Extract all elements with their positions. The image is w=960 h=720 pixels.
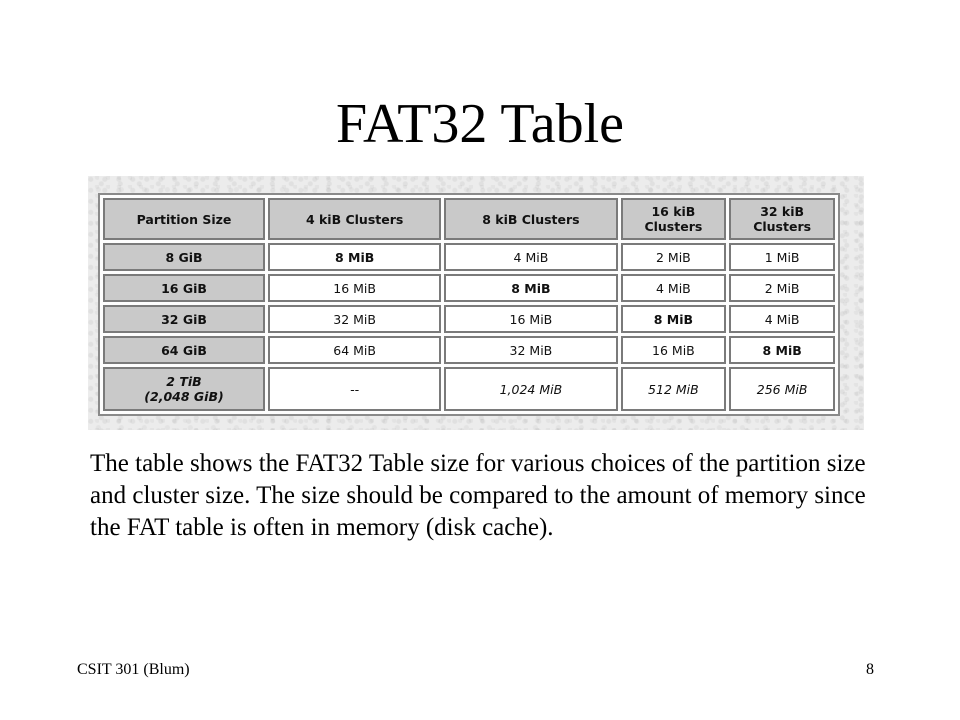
header-32kib-clusters	[729, 198, 835, 240]
header-line: 8 kiB Clusters	[482, 211, 580, 227]
table-cell: 4 MiB	[621, 274, 727, 302]
table-row	[103, 243, 835, 271]
partition-line: 2 TiB	[166, 374, 202, 389]
table-header-row	[103, 198, 835, 240]
table-cell: 512 MiB	[621, 367, 727, 411]
row-partition-size	[103, 367, 265, 411]
partition-line: (2,048 GiB)	[144, 389, 224, 404]
fat32-size-table	[98, 193, 840, 416]
table-row	[103, 274, 835, 302]
row-partition-size: 8 GiB	[103, 243, 265, 271]
table-cell: 16 MiB	[444, 305, 617, 333]
table-cell: 256 MiB	[729, 367, 835, 411]
header-16kib-clusters	[621, 198, 727, 240]
table-cell: 1 MiB	[729, 243, 835, 271]
row-partition-size: 32 GiB	[103, 305, 265, 333]
table-cell: 2 MiB	[729, 274, 835, 302]
header-line: 32 kiB	[760, 204, 805, 219]
table-row	[103, 305, 835, 333]
row-partition-size: 64 GiB	[103, 336, 265, 364]
table-cell: 64 MiB	[268, 336, 441, 364]
header-line: Partition Size	[136, 211, 232, 227]
table-cell: 32 MiB	[444, 336, 617, 364]
table-cell: 8 MiB	[268, 243, 441, 271]
table-cell: 32 MiB	[268, 305, 441, 333]
header-line: Clusters	[753, 219, 812, 234]
header-4kib-clusters	[268, 198, 441, 240]
table-row	[103, 367, 835, 411]
table-row	[103, 336, 835, 364]
header-8kib-clusters	[444, 198, 617, 240]
header-line: Clusters	[644, 219, 703, 234]
table-cell: 4 MiB	[729, 305, 835, 333]
header-line: 16 kiB	[651, 204, 696, 219]
fat32-table-image	[88, 176, 864, 430]
table-cell: 4 MiB	[444, 243, 617, 271]
table-cell: 8 MiB	[729, 336, 835, 364]
table-cell: 1,024 MiB	[444, 367, 617, 411]
header-partition-size	[103, 198, 265, 240]
table-cell: 8 MiB	[621, 305, 727, 333]
header-line: 4 kiB Clusters	[305, 211, 404, 227]
table-cell: 16 MiB	[621, 336, 727, 364]
slide-description: The table shows the FAT32 Table size for various choices of the partition size and cluster size. The size should be compared to the amount of memory since the FAT table is often in memory (disk cache).	[90, 450, 866, 541]
table-cell: 8 MiB	[444, 274, 617, 302]
footer-course-label: CSIT 301 (Blum)	[77, 661, 190, 678]
slide-title: FAT32 Table	[336, 93, 624, 155]
row-partition-size: 16 GiB	[103, 274, 265, 302]
page-number: 8	[866, 661, 874, 678]
table-cell: 16 MiB	[268, 274, 441, 302]
table-cell: 2 MiB	[621, 243, 727, 271]
table-cell: --	[268, 367, 441, 411]
